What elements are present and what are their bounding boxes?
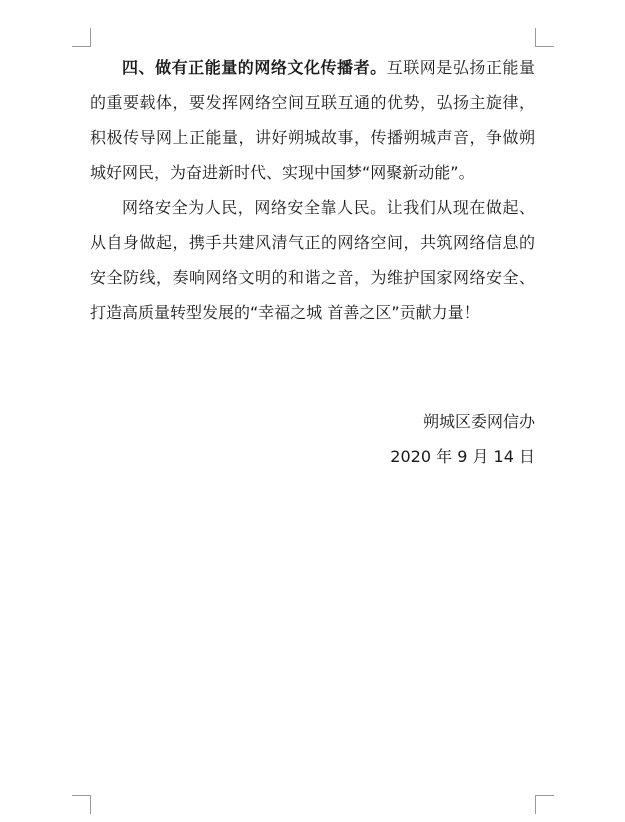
page-corner-mark-bottom-right bbox=[535, 795, 554, 814]
page-corner-mark-top-right bbox=[535, 28, 554, 47]
paragraph-1-text: 互联网是弘扬正能量的重要载体，要发挥网络空间互联互通的优势，弘扬主旋律，积极传导网上正能量，讲好朔城故事，传播朔城声音，争做朔城好网民，为奋进新时代、实现中国梦“网聚新动能”。 bbox=[90, 58, 535, 182]
paragraph-2 bbox=[90, 190, 535, 330]
paragraph-2-text: 网络安全为人民，网络安全靠人民。让我们从现在做起、从自身做起，携手共建风清气正的网络空间，共筑网络信息的安全防线，奏响网络文明的和谐之音，为维护国家网络安全、打造高质量转型发展的“幸福之城 首善之区”贡献力量！ bbox=[90, 198, 535, 322]
page-corner-mark-top-left bbox=[72, 28, 91, 47]
paragraph-1 bbox=[90, 50, 535, 190]
signature-block bbox=[390, 404, 535, 474]
signature-organization: 朔城区委网信办 bbox=[422, 412, 535, 431]
page-corner-mark-bottom-left bbox=[72, 795, 91, 814]
paragraph-1-heading: 四、做有正能量的网络文化传播者。 bbox=[122, 58, 387, 77]
document-body bbox=[90, 50, 535, 330]
signature-date: 2020 年 9 月 14 日 bbox=[390, 447, 535, 466]
